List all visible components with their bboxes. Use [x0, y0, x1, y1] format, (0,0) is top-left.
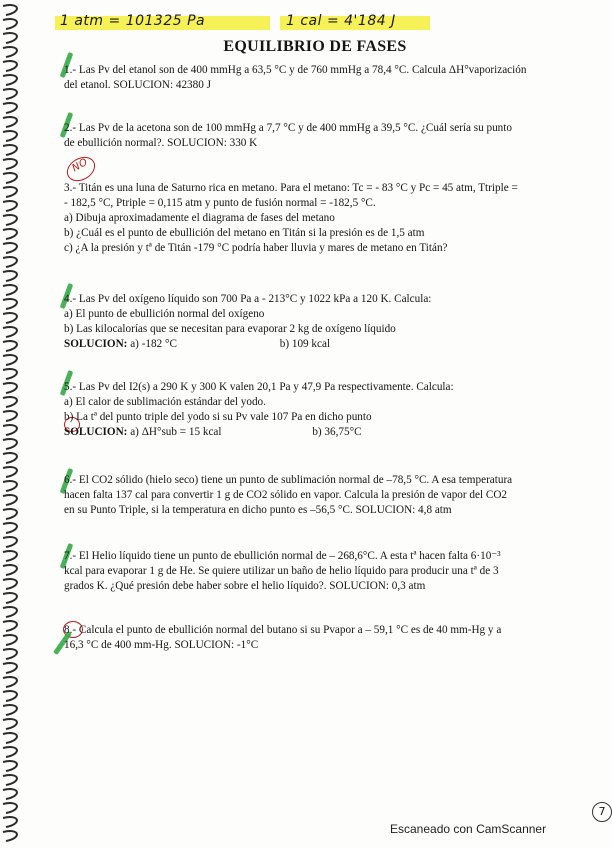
spiral-binding [0, 0, 26, 848]
problem-6-line-1: 6.- El CO2 sólido (hielo seco) tiene un punto de sublimación normal de –78,5 °C. A esa temperatura [64, 474, 513, 486]
spiral-coil [3, 621, 17, 631]
problem-3-line-3: a) Dibuja aproximadamente el diagrama de fases del metano [64, 212, 335, 224]
solution-b: b) 109 kcal [279, 338, 331, 350]
spiral-coil [3, 159, 17, 169]
spiral-coil [3, 341, 17, 351]
problem-1-line-1: 1.- Las Pv del etanol son de 400 mmHg a 63,5 °C y de 760 mmHg a 78,4 °C. Calcula ΔH°vaporización [64, 64, 527, 76]
spiral-coil [3, 61, 17, 71]
problem-6-line-3: en su Punto Triple, si la temperatura en dicho punto es –56,5 °C. SOLUCION: 4,8 atm [64, 504, 452, 516]
spiral-coil [3, 299, 17, 309]
solution-a: a) ΔH°sub = 15 kcal [130, 426, 222, 438]
problem-4 [64, 292, 584, 352]
spiral-coil [3, 635, 17, 645]
solution-a: a) -182 °C [130, 338, 177, 350]
spiral-coil [3, 509, 17, 519]
solution-label: SOLUCION: [64, 426, 128, 438]
spiral-coil [3, 257, 17, 267]
problem-4-line-2: a) El punto de ebullición normal del oxígeno [64, 308, 265, 320]
scanner-footer: Escaneado con CamScanner [390, 822, 547, 836]
problem-8-line-1: 8.- Calcula el punto de ebullición normal del butano si su Pvapor a – 59,1 °C es de 40 mm-Hg y a [64, 624, 502, 636]
spiral-coil [3, 831, 17, 841]
spiral-coil [3, 215, 17, 225]
spiral-coil [3, 663, 17, 673]
spiral-coil [3, 691, 17, 701]
problem-8 [64, 623, 584, 653]
problem-2-line-1: 2.- Las Pv de la acetona son de 100 mmHg a 7,7 °C y de 400 mmHg a 39,5 °C. ¿Cuál sería su punto [64, 122, 512, 134]
problem-3-line-2: - 182,5 °C, Ptriple = 0,115 atm y punto de fusión normal = -182,5 °C. [64, 197, 376, 209]
spiral-coil [3, 243, 17, 253]
spiral-coil [3, 173, 17, 183]
page-title: EQUILIBRIO DE FASES [223, 38, 407, 55]
solution-label: SOLUCION: [64, 338, 128, 350]
problem-4-line-1: 4.- Las Pv del oxígeno líquido son 700 Pa a - 213°C y 1022 kPa a 120 K. Calcula: [64, 293, 432, 305]
problem-5 [64, 380, 584, 440]
spiral-coil [3, 425, 17, 435]
problem-2 [64, 121, 584, 151]
spiral-coil [3, 271, 17, 281]
problem-8-line-2: 16,3 °C de 400 mm-Hg. SOLUCION: -1°C [64, 639, 259, 651]
spiral-coil [3, 411, 17, 421]
spiral-coil [3, 103, 17, 113]
problem-2-line-2: de ebullición normal?. SOLUCION: 330 K [64, 137, 258, 149]
spiral-coil [3, 775, 17, 785]
spiral-coil [3, 761, 17, 771]
problem-5-solution [64, 425, 584, 440]
spiral-coil [3, 19, 17, 29]
spiral-coil [3, 313, 17, 323]
handwritten-cal-note: 1 cal = 4'184 J [286, 13, 396, 29]
spiral-coil [3, 523, 17, 533]
problem-7-line-3: grados K. ¿Qué presión debe haber sobre el helio líquido?. SOLUCION: 0,3 atm [64, 580, 426, 592]
spiral-coil [3, 467, 17, 477]
spiral-coil [3, 131, 17, 141]
spiral-coil [3, 579, 17, 589]
spiral-coil [3, 789, 17, 799]
spiral-coil [3, 383, 17, 393]
problem-7-line-1: 7.- El Helio líquido tiene un punto de ebullición normal de – 268,6°C. A esta tª hacen falta 6·10⁻³ [64, 550, 501, 562]
spiral-coil [3, 397, 17, 407]
spiral-coil [3, 649, 17, 659]
spiral-coil [3, 747, 17, 757]
handwritten-atm-note: 1 atm = 101325 Pa [60, 13, 206, 29]
spiral-coil [3, 327, 17, 337]
solution-b: b) 36,75°C [312, 426, 362, 438]
problem-3-line-4: b) ¿Cuál es el punto de ebullición del metano en Titán si la presión es de 1,5 atm [64, 227, 425, 239]
problem-3 [64, 181, 584, 256]
spiral-coil [3, 803, 17, 813]
spiral-coil [3, 369, 17, 379]
spiral-coil [3, 565, 17, 575]
spiral-coil [3, 481, 17, 491]
problem-1 [64, 63, 584, 93]
spiral-coil [3, 733, 17, 743]
problem-7 [64, 549, 584, 594]
spiral-coil [3, 439, 17, 449]
problem-4-line-3: b) Las kilocalorías que se necesitan para evaporar 2 kg de oxígeno líquido [64, 323, 396, 335]
spiral-coil [3, 201, 17, 211]
worksheet-page [30, 0, 606, 848]
spiral-coil [3, 145, 17, 155]
problem-5-line-1: 5.- Las Pv del I2(s) a 290 K y 300 K valen 20,1 Pa y 47,9 Pa respectivamente. Calcula: [64, 381, 454, 393]
problem-3-line-1: 3.- Titán es una luna de Saturno rica en metano. Para el metano: Tc = - 83 °C y Pc = 45 atm, Ttriple = [64, 182, 518, 194]
problem-7-line-2: kcal para evaporar 1 g de He. Se quiere utilizar un baño de helio líquido para producir una tª de 3 [64, 565, 499, 577]
spiral-coil [3, 355, 17, 365]
problem-5-line-2: a) El calor de sublimación estándar del yodo. [64, 396, 266, 408]
page-number: 7 [592, 802, 612, 822]
spiral-coil [3, 705, 17, 715]
problem-5-line-3: b) La tª del punto triple del yodo si su Pv vale 107 Pa en dicho punto [64, 411, 372, 423]
spiral-coil [3, 89, 17, 99]
spiral-coil [3, 817, 17, 827]
spiral-coil [3, 285, 17, 295]
spiral-coil [3, 47, 17, 57]
spiral-coil [3, 607, 17, 617]
spiral-coil [3, 495, 17, 505]
problem-6-line-2: hacen falta 137 cal para convertir 1 g de CO2 sólido en vapor. Calcula la presión de vapor del CO2 [64, 489, 508, 501]
spiral-coil [3, 537, 17, 547]
spiral-coil [3, 5, 17, 15]
spiral-coil [3, 117, 17, 127]
problem-4-solution [64, 337, 584, 352]
spiral-coil [3, 33, 17, 43]
spiral-coil [3, 677, 17, 687]
spiral-coil [3, 453, 17, 463]
problem-1-line-2: del etanol. SOLUCION: 42380 J [64, 79, 211, 91]
problem-3-line-5: c) ¿A la presión y tª de Titán -179 °C podría haber lluvia y mares de metano en Titán? [64, 242, 448, 254]
spiral-coil [3, 229, 17, 239]
handwritten-no-note: NO [70, 156, 91, 175]
problem-6 [64, 473, 584, 518]
spiral-coil [3, 719, 17, 729]
spiral-coil [3, 187, 17, 197]
spiral-coil [3, 75, 17, 85]
spiral-coil [3, 593, 17, 603]
spiral-coil [3, 551, 17, 561]
